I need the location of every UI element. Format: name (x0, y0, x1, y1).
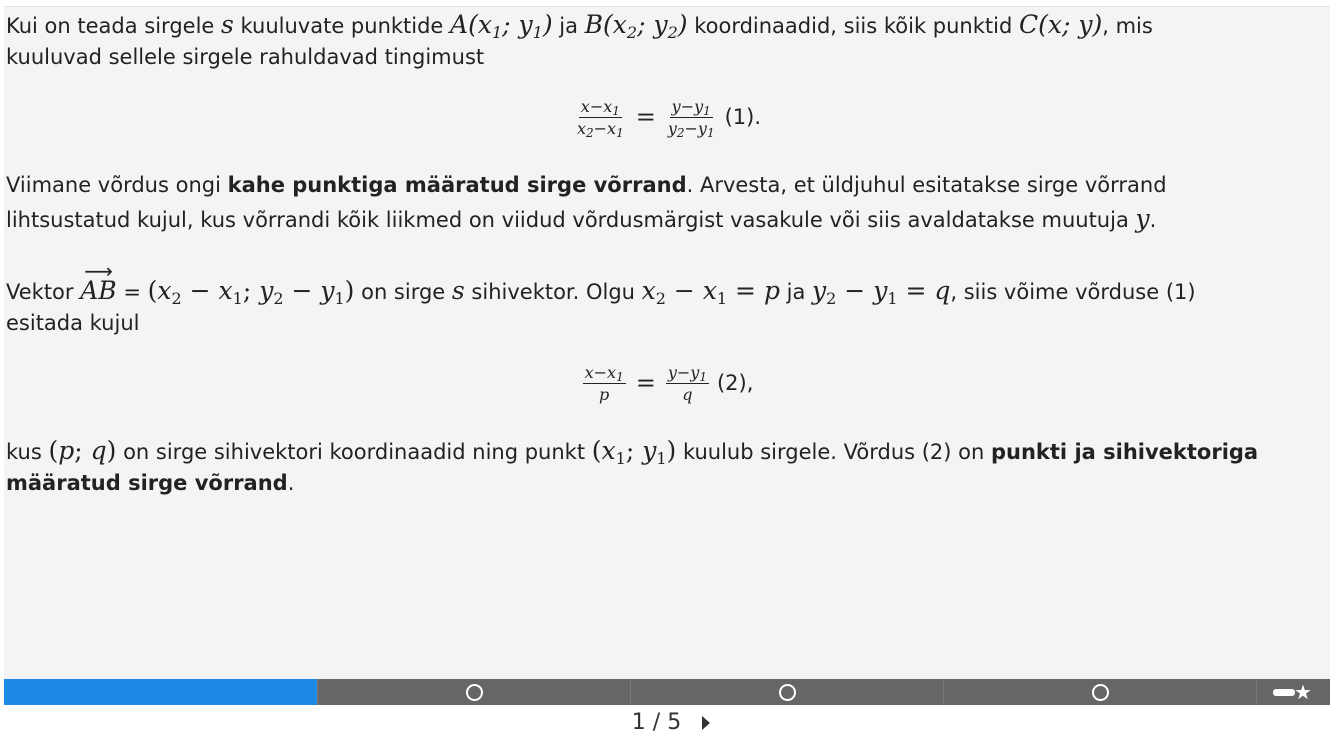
direction-vector-coords: (p; q) (48, 436, 117, 465)
point-a: $A(x_1$; $y_1$) (450, 10, 553, 42)
bar-icon (1273, 689, 1295, 696)
current-page: 1 (631, 710, 646, 735)
paragraph-3: Vektor ⟶ AB = ($x_2 - x_1$; $y_2 - y_1$) on sirge s sihivektor. Olgu $x_2 - x_1 = p$ ja $y_2 - y_1 = q$, siis võime võrduse (1) (6, 259, 1196, 308)
circle-icon (1092, 684, 1109, 701)
point-b: $B(x_2$; $y_2$) (584, 10, 688, 42)
fraction-left: $\frac{x-x_1}{x_2-x_1}$ (576, 97, 624, 140)
vector-arrow-icon: ⟶ (84, 259, 113, 283)
bold-term-two-point-line: kahe punktiga määratud sirge võrrand (227, 173, 687, 197)
paragraph-1: Kui on teada sirgele s kuuluvate punktide $A(x_1$; $y_1$) ja $B(x_2$; $y_2$) koordinaadid, siis kõik punktid C(x; y), mis (6, 10, 1153, 42)
definition-p: $x_2 - x_1 = p$ (641, 276, 780, 308)
progress-step-1[interactable] (4, 679, 317, 705)
paragraph-2-line-2: lihtsustatud kujul, kus võrrandi kõik liikmed on viidud võrdusmärgist vasakule või siis avaldatakse muutuja y. (6, 204, 1157, 233)
paragraph-3-line-2: esitada kujul (6, 311, 140, 335)
equation-2: $\frac{x-x_1}{p}$ = $\frac{y-y_1}{q}$ (2), (584, 363, 754, 404)
progress-step-2[interactable] (317, 679, 630, 705)
progress-step-3[interactable] (630, 679, 943, 705)
equation-1: $\frac{x-x_1}{x_2-x_1}$ = $\frac{y-y_1}{y_2-y_1}$ (1). (576, 97, 762, 140)
point-c: C(x; y) (1018, 10, 1103, 39)
progress-step-4[interactable] (943, 679, 1256, 705)
fraction-left: $\frac{x-x_1}{p}$ (584, 363, 624, 404)
point-coords: ($x_1$; $y_1$) (591, 436, 677, 468)
total-pages: 5 (667, 710, 682, 735)
star-icon: ★ (1294, 680, 1312, 704)
pager (0, 706, 1342, 740)
fraction-right: $\frac{y-y_1}{q}$ (667, 363, 707, 404)
page-separator: / (652, 710, 661, 735)
lesson-content (4, 6, 1330, 679)
circle-icon (779, 684, 796, 701)
definition-q: $y_2 - y_1 = q$ (812, 276, 951, 308)
vector-ab: ⟶ AB (80, 259, 117, 305)
fraction-right: $\frac{y-y_1}{y_2-y_1}$ (667, 97, 715, 140)
paragraph-4: kus (p; q) on sirge sihivektori koordinaadid ning punkt ($x_1$; $y_1$) kuulub sirgele. Võrdus (2) on punkti ja sihivektoriga (6, 436, 1259, 468)
bold-term-direction-line: määratud sirge võrrand (6, 471, 288, 495)
vector-coordinates: ($x_2 - x_1$; $y_2 - y_1$) (147, 276, 355, 308)
equation-2-label: (2), (716, 371, 754, 395)
progress-bar (4, 679, 1330, 705)
next-arrow-icon[interactable] (702, 716, 710, 730)
paragraph-4-line-2: määratud sirge võrrand. (6, 471, 295, 495)
circle-icon (466, 684, 483, 701)
paragraph-2: Viimane võrdus ongi kahe punktiga määratud sirge võrrand. Arvesta, et üldjuhul esitatakse sirge võrrand (6, 173, 1167, 197)
progress-step-5[interactable] (1256, 679, 1330, 705)
equation-1-label: (1). (724, 105, 762, 129)
paragraph-1-line-2: kuuluvad sellele sirgele rahuldavad tingimust (6, 45, 485, 69)
